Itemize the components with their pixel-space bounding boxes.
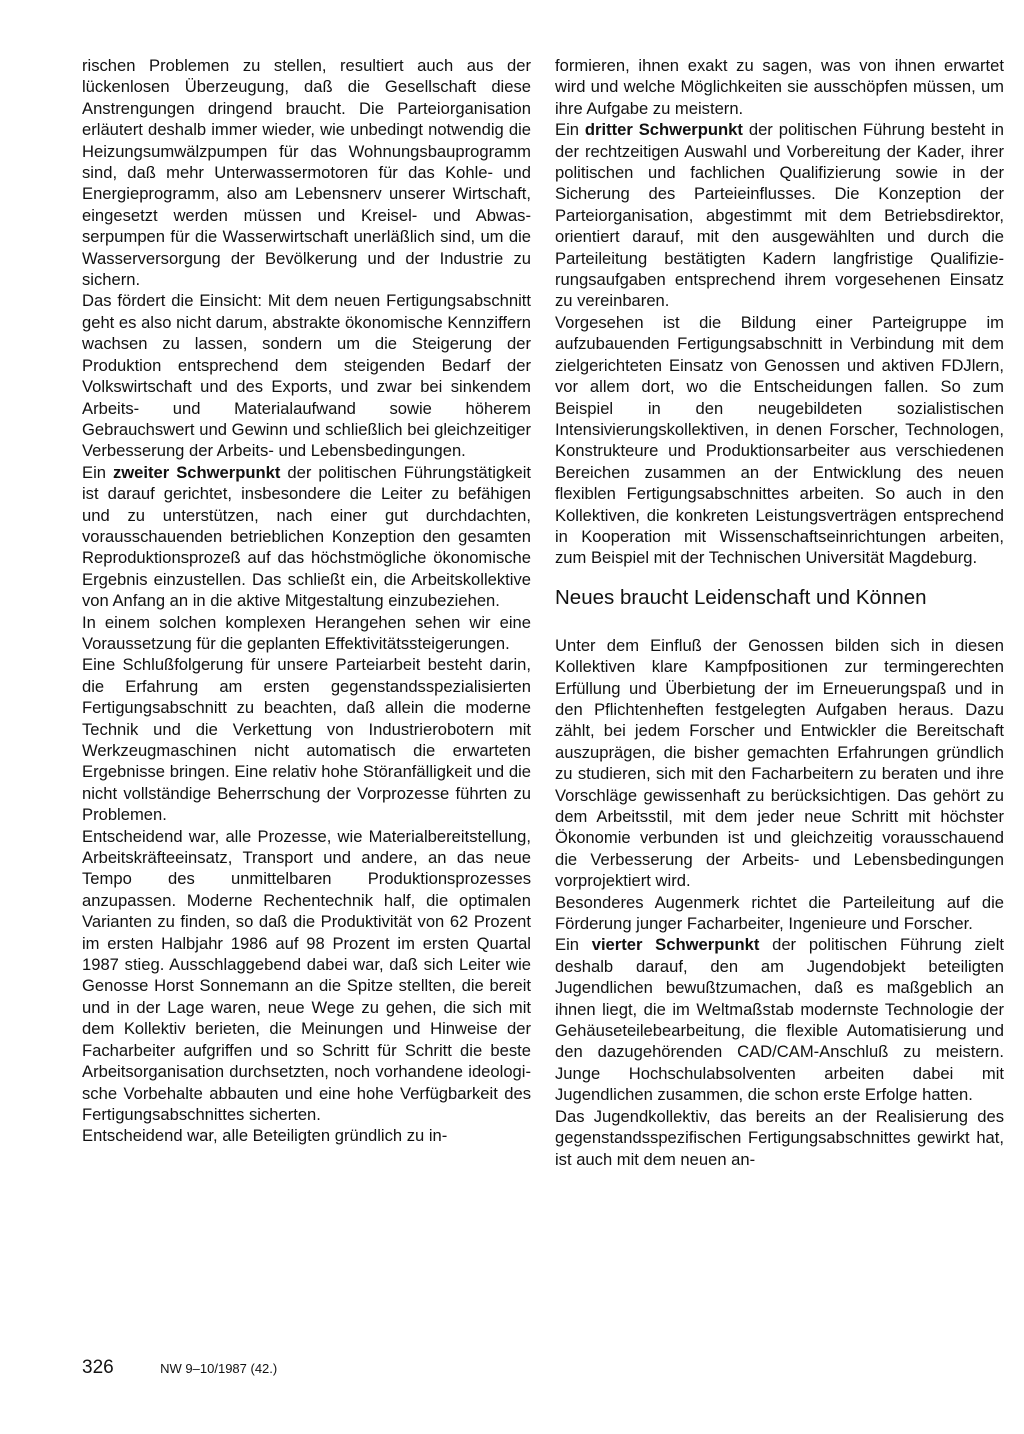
right-column bbox=[555, 55, 1004, 1170]
paragraph: Besonderes Augenmerk richtet die Parteileitung auf die Förderung junger Facharbeiter, Ingenieure und Forscher. bbox=[555, 892, 1004, 934]
page-footer bbox=[82, 1358, 277, 1379]
section-heading: Neues braucht Leidenschaft und Können bbox=[555, 585, 927, 609]
paragraph: Vorgesehen ist die Bildung einer Parteigruppe im aufzubauenden Fertigungsabschnitt in Verbindung mit dem zielgerichteten Einsatz von Genossen und aktiven FDJlern, vor allem dort, wo die Entscheidungen fallen. So zum Beispiel in den neugebildeten sozialistischen Intensivierungskollektiven, in denen Forscher, Technologen, Konstrukteure und Produktionsarbeiter aus verschiedenen Bereichen zusammen an der Entwicklung des neuen flexiblen Fertigungsabschnittes arbeiten. So auch in den Kollektiven, die konkreten Leistungsverträgen entsprechend in Kooperation mit Wissenschaftseinrichtungen arbeiten, zum Beispiel mit der Technischen Universität Magdeburg. bbox=[555, 312, 1004, 568]
paragraph: formieren, ihnen exakt zu sagen, was von ihnen erwartet wird und welche Möglichkeiten sie ausschöpfen müssen, um ihre Aufgabe zu meistern. bbox=[555, 56, 1004, 118]
paragraph: Entscheidend war, alle Prozesse, wie Materialbereitstellung, Arbeitskräfteeinsatz, Transport und andere, an das neue Tempo des unmittelbaren Produktionsprozesses anzupassen. Moderne Rechentechnik half, die optimalen Varianten zu finden, so daß die Produktivität von 62 Prozent im ersten Halbjahr 1986 auf 98 Prozent im ersten Quartal 1987 stieg. Ausschlaggebend dabei war, daß sich Leiter wie Genosse Horst Sonnemann an die Spitze stellten, die bereit und in der Lage waren, neue Wege zu gehen, die sich mit dem Kollektiv berieten, die Meinungen und Hinweise der Facharbeiter aufgriffen und so Schritt für Schritt die beste Arbeitsorganisation durchsetzten, noch vorhandene ideologische Vorbehalte abbauten und eine hohe Verfügbarkeit des Fertigungsabschnittes sicherten. bbox=[82, 826, 531, 1124]
emphasis: zweiter Schwerpunkt bbox=[112, 462, 281, 482]
paragraph: rischen Problemen zu stellen, resultiert auch aus der lückenlosen Überzeugung, daß die Gesellschaft diese Anstrengungen dringend braucht. Die Parteiorganisation erläutert deshalb immer wieder, wie unbedingt notwendig die Heizungsumwälzpumpen für das Wohnungsbauprogramm sind, daß mehr Unterwassermotoren für das Kohle- und Energieprogramm, also am Lebensnerv unserer Wirtschaft, eingesetzt werden müssen und Kreisel- und Abwasserpumpen für die Wasserwirtschaft unerläßlich sind, um die Wasserversorgung der Bevölkerung und der Industrie zu sichern. bbox=[82, 56, 531, 290]
paragraph: Unter dem Einfluß der Genossen bilden sich in diesen Kollektiven klare Kampfpositionen zur termingerechten Erfüllung und Überbietung der im Erneuerungspaß und in den Pflichtenheften festgelegten Aufgaben heraus. Dazu zählt, bei jedem Forscher und Entwickler die Bereitschaft auszuprägen, die bisher gemachten Erfahrungen gründlich zu studieren, sich mit den Facharbeitern zu beraten und ihre Vorschläge gewissenhaft zu berücksichtigen. Das gehört zu dem Arbeitsstil, mit dem jeder neue Schritt mit höchster Ökonomie verbunden ist und gleichzeitig vorausschauend die Verbesserung der Arbeits- und Lebensbedingungen vorprojektiert wird. bbox=[555, 635, 1004, 891]
issue-reference: NW 9–10/1987 (42.) bbox=[160, 1361, 278, 1376]
paragraph: Eine Schlußfolgerung für unsere Parteiarbeit besteht darin, die Erfahrung am ersten gegenstandsspezialisierten Fertigungsabschnitt zu beachten, daß allein die moderne Technik und die Verkettung von Industrierobotern mit Werkzeugmaschinen nicht automatisch die erwarteten Ergebnisse bringen. Eine relativ hohe Störanfälligkeit und die nicht vollständige Beherrschung der Vorprozesse führten zu Problemen. bbox=[82, 655, 531, 825]
paragraph: Entscheidend war, alle Beteiligten gründlich zu in- bbox=[82, 1126, 448, 1146]
emphasis: dritter Schwerpunkt bbox=[584, 120, 743, 140]
left-column bbox=[82, 55, 531, 1147]
emphasis: vierter Schwerpunkt bbox=[591, 935, 760, 955]
paragraph: In einem solchen komplexen Herangehen sehen wir eine Voraussetzung für die geplanten Effektivitätssteigerungen. bbox=[82, 612, 531, 653]
paragraph: Ein dritter Schwerpunkt der politischen Führung besteht in der rechtzeitigen Auswahl und Vorbereitung der Kader, ihrer politischen und fachlichen Qualifizierung sowie in der Sicherung des Parteieinflusses. Die Konzeption der Parteiorganisation, abgestimmt mit dem Betriebsdirektor, orientiert darauf, mit den ausgewählten und durch die Parteileitung bestätigten Kadern langfristige Qualifizierungsaufgaben entsprechend ihrem vorgesehenen Einsatz zu vereinbaren. bbox=[555, 120, 1004, 311]
paragraph: Ein zweiter Schwerpunkt der politischen Führungstätigkeit ist darauf gerichtet, insbesondere die Leiter zu befähigen und zu unterstützen, nach einer gut durchdachten, vorausschauenden betrieblichen Konzeption den gesamten Reproduktionsprozeß auf das höchstmögliche ökonomische Ergebnis einzustellen. Das schließt ein, die Arbeitskollektive von Anfang an in die aktive Mitgestaltung einzubeziehen. bbox=[82, 462, 531, 611]
page-number: 326 bbox=[82, 1357, 114, 1378]
paragraph: Das fördert die Einsicht: Mit dem neuen Fertigungsabschnitt geht es also nicht darum, abstrakte ökonomische Kennziffern wachsen zu lassen, sondern um die Steigerung der Produktion entsprechend dem steigenden Bedarf der Volkswirtschaft und des Exports, und zwar bei sinkendem Arbeits- und Materialaufwand sowie höherem Gebrauchswert und Gewinn und schließlich bei gleichzeitiger Verbesserung der Arbeits- und Lebensbedingungen. bbox=[82, 291, 531, 461]
paragraph: Das Jugendkollektiv, das bereits an der Realisierung des gegenstandsspezifischen Fertigungsabschnittes gewirkt hat, ist auch mit dem neuen an- bbox=[555, 1106, 1004, 1169]
paragraph: Ein vierter Schwerpunkt der politischen Führung zielt deshalb darauf, den am Jugendobjekt beteiligten Jugendlichen bewußtzumachen, daß es maßgeblich an ihnen liegt, die im Weltmaßstab modernste Technologie der Gehäuseteilebearbeitung, die flexible Automatisierung und den dazugehörenden CAD/CAM-Anschluß zu meistern. Junge Hochschulabsolventen arbeiten dabei mit Jugendlichen zusammen, die schon erste Erfolge hatten. bbox=[555, 935, 1004, 1105]
